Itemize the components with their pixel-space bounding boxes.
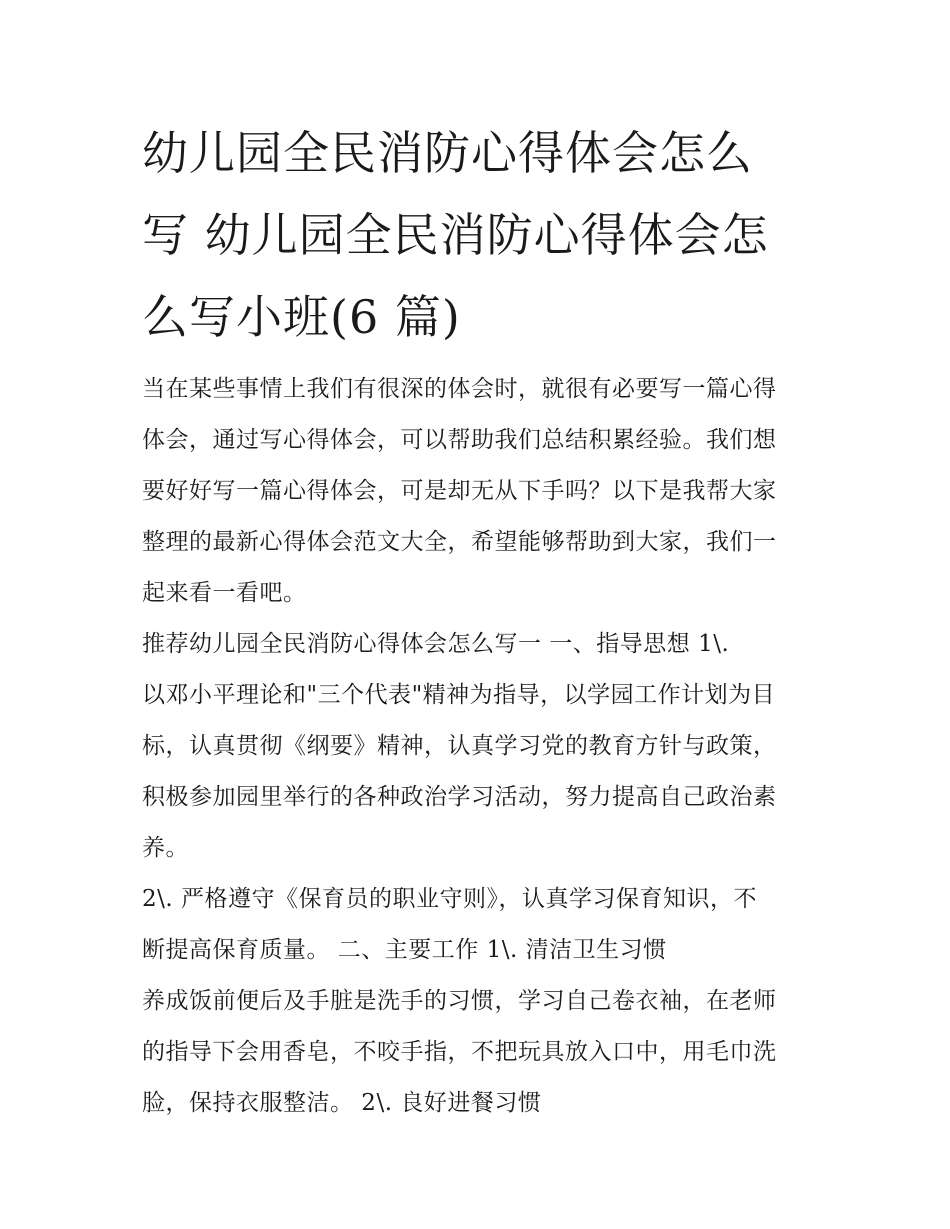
document-title [142,112,814,358]
body-line: 断提高保育质量。 二、主要工作 1\. 清洁卫生习惯 [142,937,667,963]
body-line: 标，认真贯彻《纲要》精神，认真学习党的教育方针与政策， [142,733,777,759]
body-line: 起来看一看吧。 [142,580,307,606]
body-line: 养成饭前便后及手脏是洗手的习惯，学习自己卷衣袖，在老师 [142,988,777,1014]
document-page [142,112,814,1129]
body-line: 养。 [142,835,189,861]
body-line: 脸，保持衣服整洁。 2\. 良好进餐习惯 [142,1090,542,1116]
body-line: 的指导下会用香皂，不咬手指，不把玩具放入口中，用毛巾洗 [142,1039,777,1065]
body-line: 当在某些事情上我们有很深的体会时，就很有必要写一篇心得 [142,376,777,402]
body-line: 积极参加园里举行的各种政治学习活动，努力提高自己政治素 [142,784,777,810]
body-line: 要好好写一篇心得体会，可是却无从下手吗？以下是我帮大家 [142,478,777,504]
body-line: 体会，通过写心得体会，可以帮助我们总结积累经验。我们想 [142,427,777,453]
body-line: 推荐幼儿园全民消防心得体会怎么写一 一、指导思想 1\. [142,631,730,657]
document-body [142,364,814,1129]
title-line: 么写小班(6 篇) [142,290,461,344]
title-line: 幼儿园全民消防心得体会怎么 [142,126,753,180]
body-line: 以邓小平理论和"三个代表"精神为指导，以学园工作计划为目 [142,682,776,708]
body-line: 整理的最新心得体会范文大全，希望能够帮助到大家，我们一 [142,529,777,555]
title-line: 写 幼儿园全民消防心得体会怎 [142,208,769,262]
body-line: 2\. 严格遵守《保育员的职业守则》，认真学习保育知识，不 [142,886,758,912]
